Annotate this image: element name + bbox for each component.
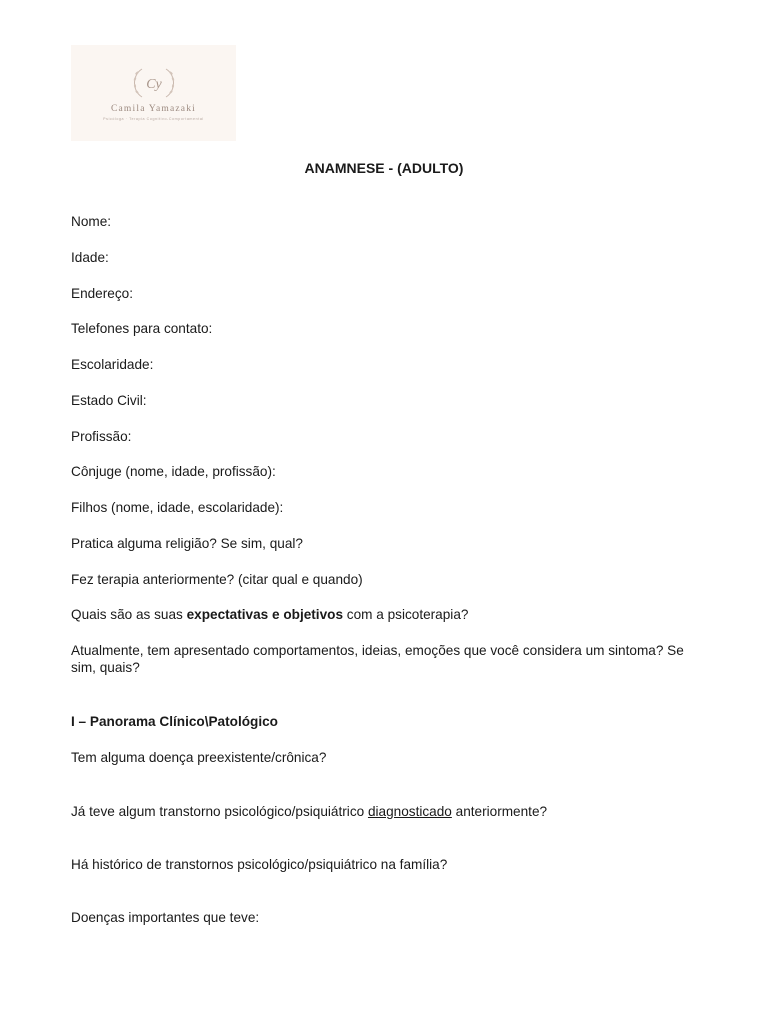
field-estado-civil: Estado Civil:	[71, 393, 147, 408]
transtorno-text-before: Já teve algum transtorno psicológico/psiquiátrico	[71, 804, 368, 819]
question-expectativas	[71, 606, 468, 623]
question-sintomas: Atualmente, tem apresentado comportamentos, ideias, emoções que você considera um sintoma? Se sim, quais?	[71, 643, 684, 675]
field-conjuge: Cônjuge (nome, idade, profissão):	[71, 464, 276, 479]
document-title: ANAMNESE - (ADULTO)	[304, 160, 464, 176]
laurel-monogram-icon	[128, 63, 180, 103]
question-transtorno-diagnosticado	[71, 803, 547, 820]
field-idade: Idade:	[71, 250, 109, 265]
logo-monogram: Cy	[146, 77, 162, 92]
expectativas-text-before: Quais são as suas	[71, 607, 187, 622]
logo-name: Camila Yamazaki	[110, 104, 196, 114]
field-religiao: Pratica alguma religião? Se sim, qual?	[71, 536, 303, 551]
transtorno-text-after: anteriormente?	[451, 804, 548, 819]
question-historico-familiar: Há histórico de transtornos psicológico/psiquiátrico na família?	[71, 857, 448, 872]
field-endereco: Endereço:	[71, 286, 133, 301]
field-profissao: Profissão:	[71, 429, 132, 444]
question-doenca-cronica: Tem alguma doença preexistente/crônica?	[71, 750, 327, 765]
field-telefones: Telefones para contato:	[71, 321, 213, 336]
field-terapia-anterior: Fez terapia anteriormente? (citar qual e quando)	[71, 572, 363, 587]
expectativas-text-after: com a psicoterapia?	[343, 607, 469, 622]
field-filhos: Filhos (nome, idade, escolaridade):	[71, 500, 284, 515]
question-doencas-importantes: Doenças importantes que teve:	[71, 910, 260, 925]
section-heading-panorama: I – Panorama Clínico\Patológico	[71, 714, 278, 729]
logo-tagline: Psicóloga · Terapia Cognitivo-Comportamental	[103, 117, 204, 121]
transtorno-underlined: diagnosticado	[367, 804, 452, 819]
field-nome: Nome:	[71, 214, 112, 229]
field-escolaridade: Escolaridade:	[71, 357, 154, 372]
logo	[71, 45, 236, 141]
expectativas-bold: expectativas e objetivos	[186, 607, 344, 622]
